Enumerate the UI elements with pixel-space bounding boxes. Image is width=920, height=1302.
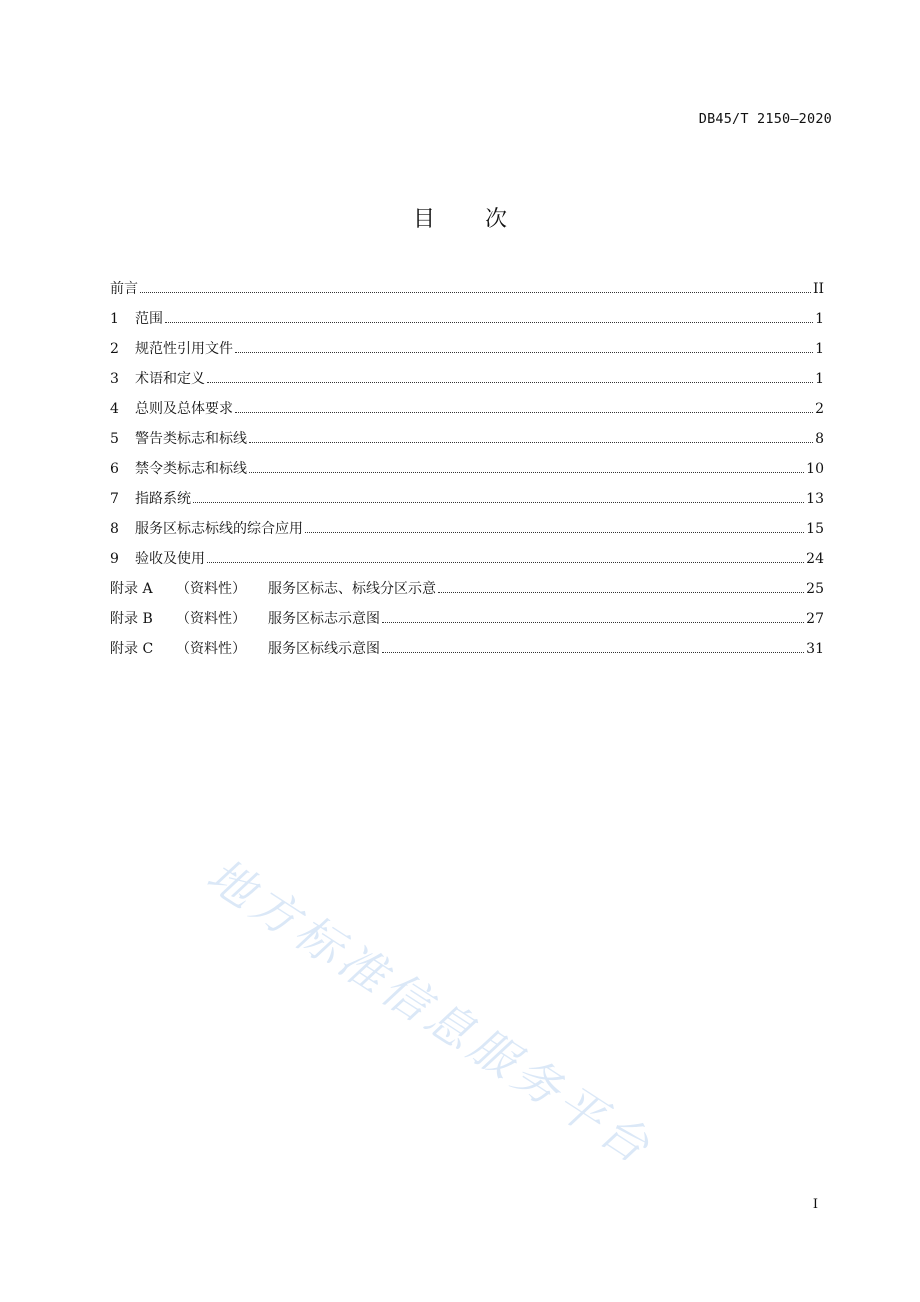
toc-leader-dots xyxy=(382,622,804,623)
toc-entry-page: 8 xyxy=(815,431,824,447)
toc-entry-appendix-c[interactable] xyxy=(110,638,824,668)
toc-entry-page: 2 xyxy=(815,401,824,417)
table-of-contents xyxy=(110,278,824,668)
toc-entry-number: 6 xyxy=(110,461,119,477)
toc-entry-number: 3 xyxy=(110,371,119,387)
toc-entry-label: 前言 xyxy=(110,281,138,297)
toc-entry-label: 服务区标志示意图 xyxy=(268,611,380,627)
toc-entry-4[interactable] xyxy=(110,398,824,428)
toc-entry-foreword[interactable] xyxy=(110,278,824,308)
toc-entry-number: 1 xyxy=(110,311,119,327)
toc-leader-dots xyxy=(382,652,804,653)
toc-entry-number: 5 xyxy=(110,431,119,447)
toc-title-left: 目 xyxy=(412,207,435,232)
toc-entry-page: 1 xyxy=(815,341,824,357)
toc-entry-label: 服务区标线示意图 xyxy=(268,641,380,657)
toc-entry-number: 8 xyxy=(110,521,119,537)
toc-leader-dots xyxy=(207,382,813,383)
toc-entry-label: 术语和定义 xyxy=(135,371,205,387)
toc-entry-7[interactable] xyxy=(110,488,824,518)
toc-leader-dots xyxy=(235,352,813,353)
toc-entry-page: 25 xyxy=(806,581,824,597)
doc-code: DB45/T 2150—2020 xyxy=(698,111,832,127)
toc-entry-8[interactable] xyxy=(110,518,824,548)
toc-entry-label: 总则及总体要求 xyxy=(135,401,233,417)
toc-entry-label: 指路系统 xyxy=(135,491,191,507)
toc-entry-label: 规范性引用文件 xyxy=(135,341,233,357)
toc-title-right: 次 xyxy=(485,207,508,232)
toc-entry-label: 警告类标志和标线 xyxy=(135,431,247,447)
toc-entry-page: 13 xyxy=(806,491,824,507)
toc-entry-appendix-b[interactable] xyxy=(110,608,824,638)
toc-entry-page: 27 xyxy=(806,611,824,627)
toc-leader-dots xyxy=(305,532,804,533)
toc-entry-number: 4 xyxy=(110,401,119,417)
toc-entry-page: 31 xyxy=(806,641,824,657)
toc-leader-dots xyxy=(207,562,804,563)
toc-entry-label: 禁令类标志和标线 xyxy=(135,461,247,477)
toc-entry-appendix-a[interactable] xyxy=(110,578,824,608)
toc-entry-page: 1 xyxy=(815,311,824,327)
toc-leader-dots xyxy=(235,412,813,413)
toc-entry-label: 验收及使用 xyxy=(135,551,205,567)
toc-entry-page: II xyxy=(812,281,824,297)
toc-entry-page: 10 xyxy=(806,461,824,477)
toc-appendix-kind: （资料性） xyxy=(176,581,246,597)
toc-appendix-id: 附录 C xyxy=(110,641,154,657)
toc-entry-1[interactable] xyxy=(110,308,824,338)
toc-entry-page: 24 xyxy=(806,551,824,567)
toc-entry-label: 范围 xyxy=(135,311,163,327)
toc-entry-number: 2 xyxy=(110,341,119,357)
toc-leader-dots xyxy=(249,442,813,443)
toc-appendix-kind: （资料性） xyxy=(176,611,246,627)
toc-title xyxy=(0,202,920,233)
page-number: I xyxy=(812,1197,818,1212)
toc-entry-label: 服务区标志标线的综合应用 xyxy=(135,521,303,537)
toc-appendix-id: 附录 A xyxy=(110,581,153,597)
toc-entry-6[interactable] xyxy=(110,458,824,488)
toc-leader-dots xyxy=(193,502,804,503)
toc-entry-9[interactable] xyxy=(110,548,824,578)
toc-entry-3[interactable] xyxy=(110,368,824,398)
toc-entry-5[interactable] xyxy=(110,428,824,458)
toc-leader-dots xyxy=(140,292,811,293)
toc-entry-label: 服务区标志、标线分区示意 xyxy=(268,581,436,597)
toc-leader-dots xyxy=(165,322,813,323)
toc-entry-page: 15 xyxy=(806,521,824,537)
toc-leader-dots xyxy=(249,472,804,473)
toc-entry-page: 1 xyxy=(815,371,824,387)
toc-entry-2[interactable] xyxy=(110,338,824,368)
watermark: 地方标准信息服务平台 xyxy=(197,847,664,1177)
toc-entry-number: 7 xyxy=(110,491,119,507)
toc-leader-dots xyxy=(438,592,804,593)
toc-entry-number: 9 xyxy=(110,551,119,567)
toc-appendix-id: 附录 B xyxy=(110,611,153,627)
toc-appendix-kind: （资料性） xyxy=(176,641,246,657)
